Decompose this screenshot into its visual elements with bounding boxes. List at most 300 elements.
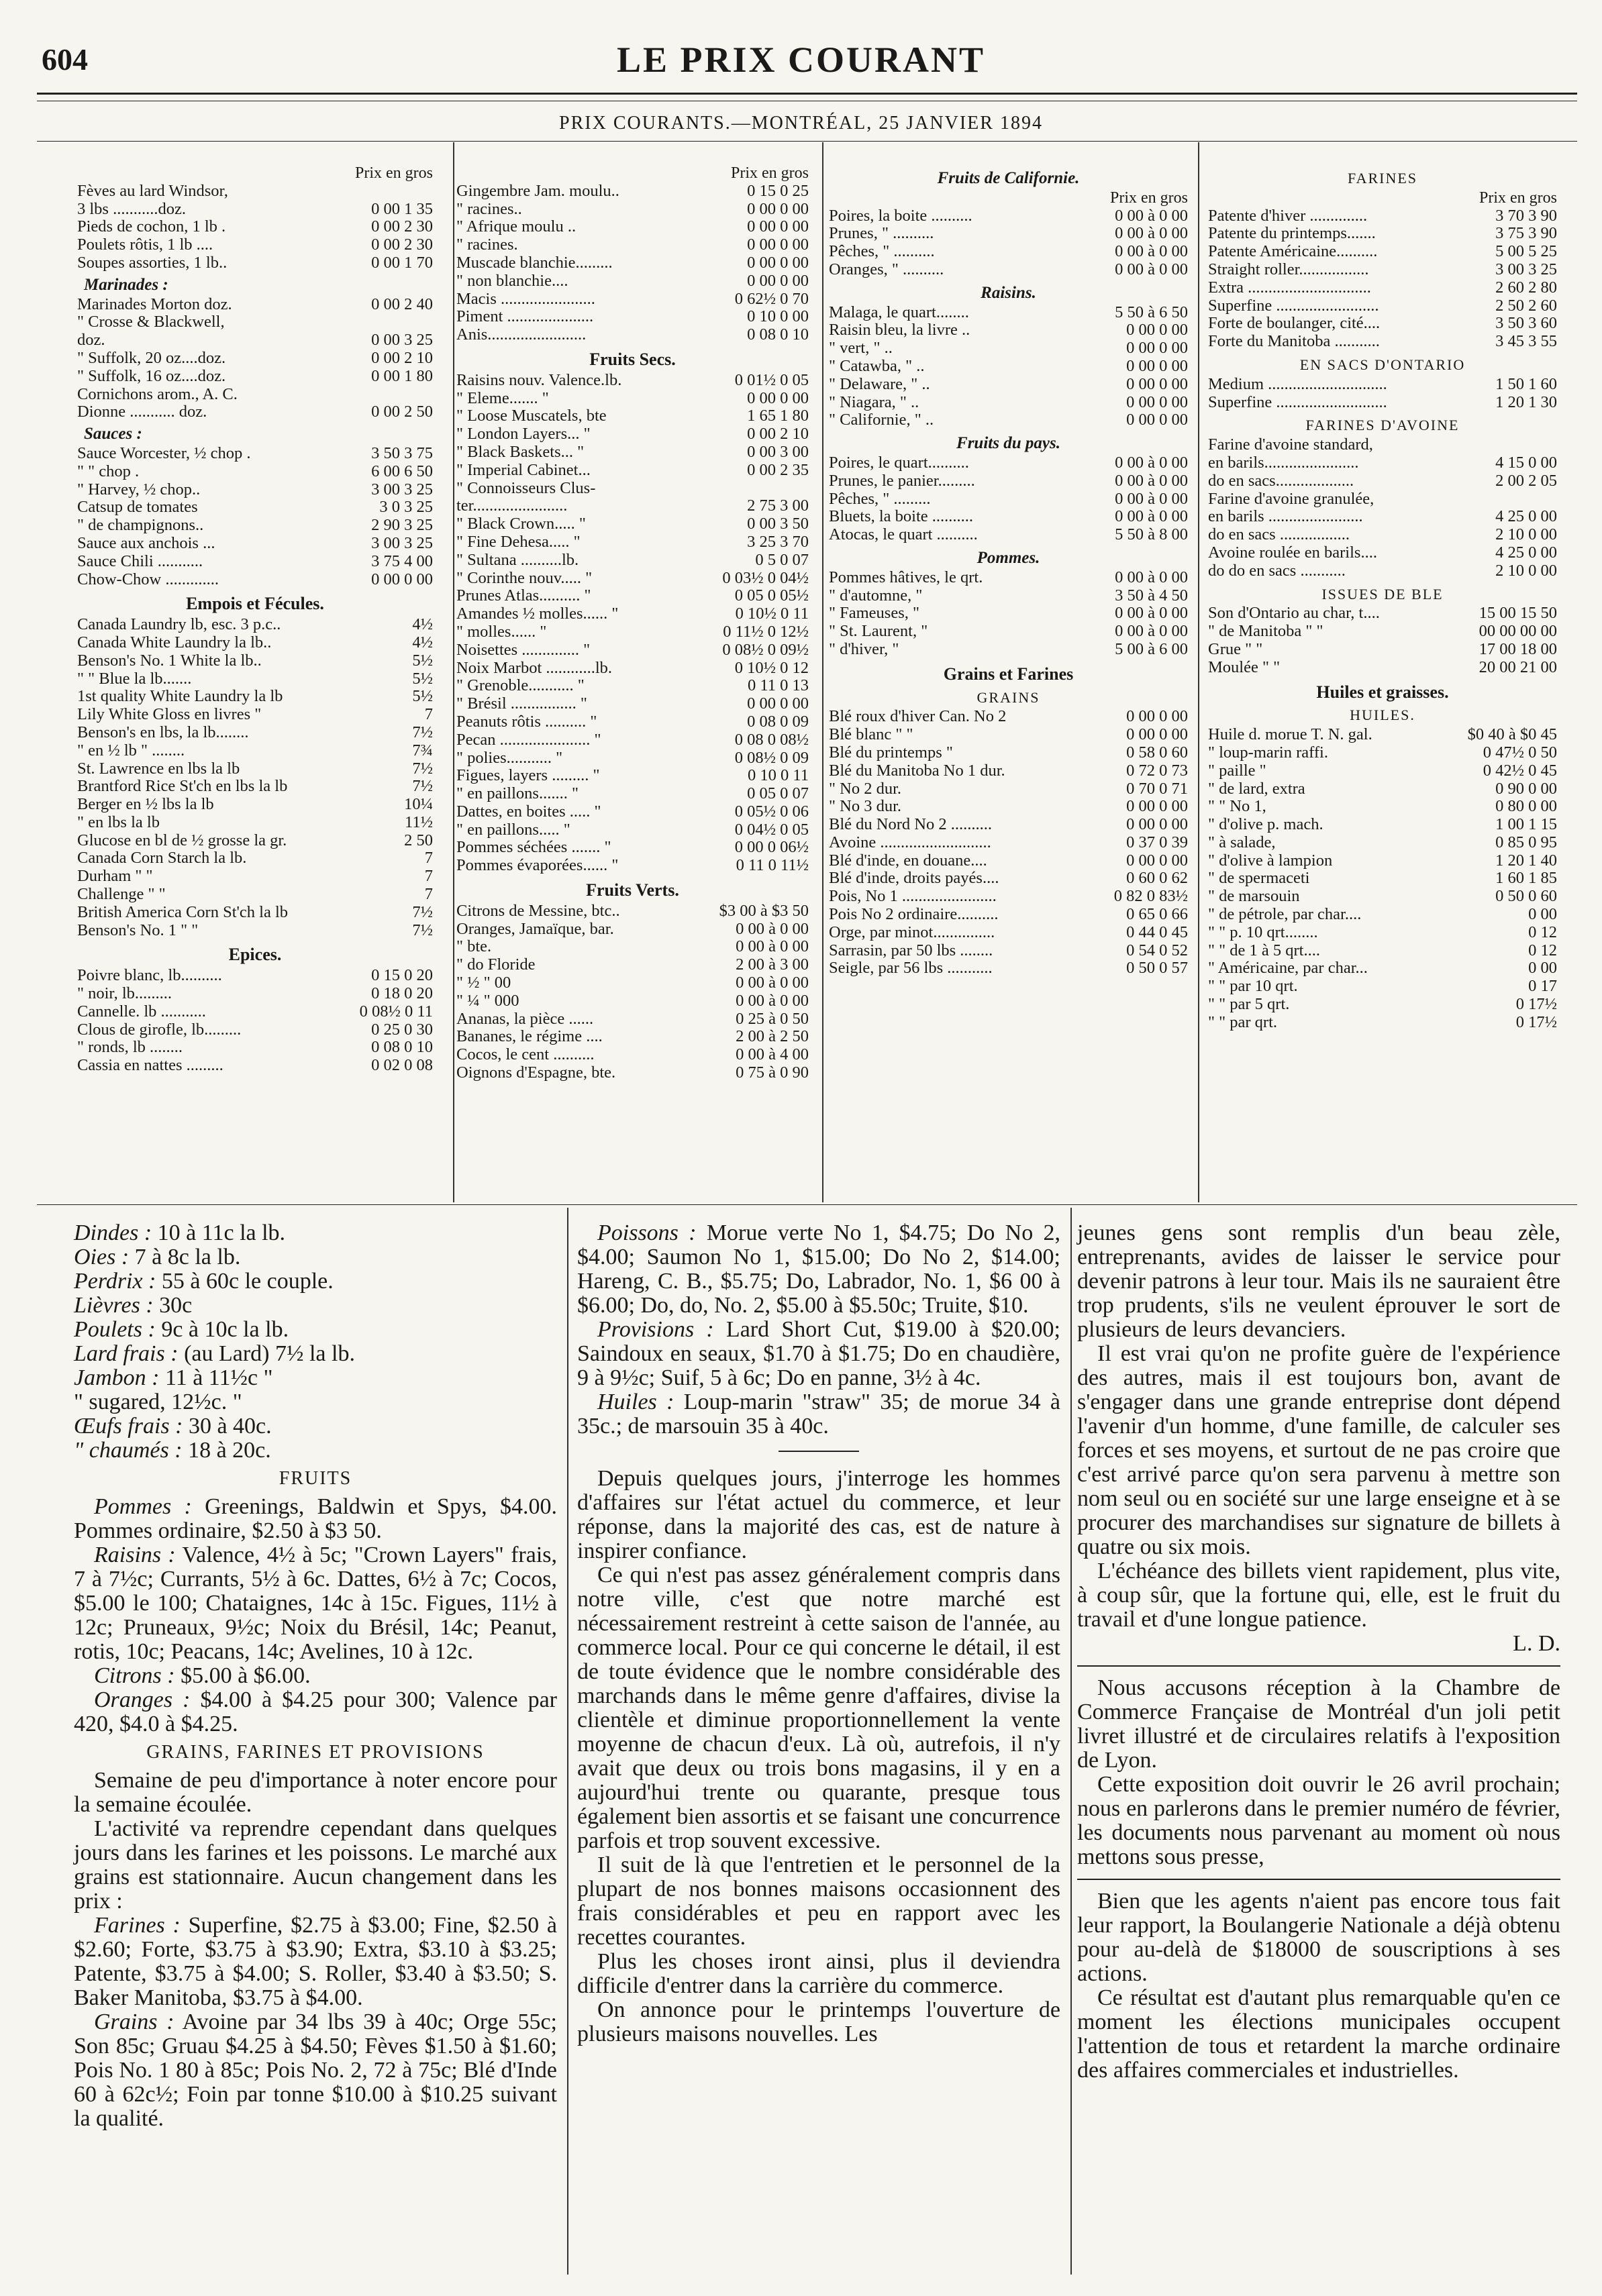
paragraph (1077, 1986, 1560, 2083)
item-price: 0 00 à 0 00 (1115, 623, 1188, 641)
item-name: " Harvey, ½ chop.. (77, 480, 201, 499)
item-text: Semaine de peu d'importance à noter encore pour la semaine écoulée. (74, 1768, 557, 1817)
item-price: 0 25 0 30 (371, 1021, 433, 1039)
item-name: 1st quality White Laundry la lb (77, 688, 283, 706)
price-row (1208, 834, 1557, 852)
item-name: " Afrique moulu .. (456, 218, 577, 236)
item-name: British America Corn St'ch la lb (77, 903, 289, 921)
item-price: 7½ (412, 778, 433, 796)
item-text: Valence, 4½ à 5c; "Crown Layers" frais, 7 à 7½c; Currants, 5½ à 6c. Dattes, 6½ à 7c; Cocos, $5.00 le 100; Chataignes, 14c à 15c. Figues, 11½ à 12c; Pruneaux, 9½c; Noix du Brésil, 14c; Peanut, rotis, 10c; Peacans, 14c; Avelines, 10 à 12c. (74, 1543, 557, 1664)
item-price: 0 17½ (1515, 996, 1557, 1014)
item-name: Moulée " " (1208, 658, 1281, 676)
price-row (1208, 562, 1557, 580)
item-name: " " par 10 qrt. (1208, 978, 1298, 996)
price-row (77, 796, 433, 814)
item-name: Cornichons arom., A. C. (77, 385, 238, 403)
price-row (456, 902, 809, 921)
paragraph (577, 1950, 1060, 1998)
item-label: Provisions : (597, 1317, 714, 1342)
item-name: " Loose Muscatels, bte (456, 407, 607, 425)
paragraph (74, 1914, 557, 2010)
item-name: Avoine roulée en barils.... (1208, 543, 1377, 562)
item-price: 0 15 0 20 (371, 967, 433, 985)
item-price: $0 40 à $0 45 (1467, 726, 1557, 744)
item-text: " sugared, 12½c. " (74, 1390, 242, 1414)
price-row (456, 731, 809, 749)
price-row (77, 760, 433, 778)
price-row (77, 706, 433, 724)
paragraph (74, 1414, 557, 1439)
price-row (829, 744, 1188, 762)
item-price: 0 10 0 11 (748, 767, 809, 785)
item-name: Orge, par minot............... (829, 923, 995, 941)
item-price: 0 00 à 0 00 (1115, 454, 1188, 472)
price-row (77, 463, 433, 481)
item-name: " noir, lb......... (77, 985, 172, 1003)
item-name: Piment ..................... (456, 308, 594, 326)
item-name: " non blanchie.... (456, 272, 568, 290)
paragraph (1077, 1221, 1560, 1342)
price-row (829, 321, 1188, 340)
price-header: Prix en gros (731, 164, 809, 182)
item-text: 10 à 11c la lb. (152, 1220, 286, 1245)
item-price: 0 65 0 66 (1126, 906, 1188, 924)
separator (1077, 1879, 1560, 1880)
item-label: Grains : (94, 2010, 174, 2034)
item-name: " Eleme....... " (456, 389, 549, 407)
price-row (77, 1057, 433, 1075)
paragraph (1077, 1676, 1560, 1773)
item-price: 0 05½ 0 06 (734, 802, 809, 821)
item-price: 0 08½ 0 09½ (722, 641, 809, 659)
item-name: Bananes, le régime .... (456, 1028, 603, 1046)
item-label: Perdrix : (74, 1269, 156, 1294)
price-row (1208, 906, 1557, 924)
item-name: Oignons d'Espagne, bte. (456, 1064, 616, 1082)
price-row (829, 394, 1188, 412)
item-name: Pommes hâtives, le qrt. (829, 568, 983, 586)
item-name: Cocos, le cent .......... (456, 1046, 595, 1064)
item-price: 0 00 0 00 (1126, 393, 1188, 411)
price-row (77, 985, 433, 1003)
subsection-heading: EN SACS D'ONTARIO (1299, 356, 1466, 373)
item-name: " à salade, (1208, 833, 1276, 851)
item-name: Patente d'hiver .............. (1208, 207, 1368, 225)
item-price: 0 50 0 57 (1126, 959, 1188, 978)
item-name: Huile d. morue T. N. gal. (1208, 726, 1372, 744)
item-name: " Fine Dehesa..... " (456, 533, 581, 551)
item-price: 2 10 0 00 (1495, 562, 1557, 580)
item-price: 0 11 0 13 (748, 677, 809, 695)
item-name: Citrons de Messine, btc.. (456, 902, 620, 920)
item-price: 0 5 0 07 (755, 551, 809, 569)
item-name: Raisins nouv. Valence.lb. (456, 371, 622, 389)
column-divider (453, 142, 454, 1202)
item-name: Clous de girofle, lb......... (77, 1021, 242, 1039)
item-name: Benson's en lbs, la lb........ (77, 723, 249, 741)
price-row (77, 1039, 433, 1057)
paragraph (1077, 1889, 1560, 1986)
item-price: 0 08 0 10 (747, 326, 809, 344)
item-text: On annonce pour le printemps l'ouverture de plusieurs maisons nouvelles. Les (577, 1997, 1060, 2046)
item-label: Œufs frais : (74, 1414, 183, 1439)
item-price (327, 182, 433, 201)
item-name: Son d'Ontario au char, t.... (1208, 605, 1380, 623)
item-price: 0 17½ (1515, 1013, 1557, 1031)
price-row (77, 517, 433, 535)
item-label: Raisins : (94, 1543, 176, 1567)
price-row (456, 713, 809, 731)
item-label: " chaumés : (74, 1438, 183, 1463)
item-label: Poulets : (74, 1317, 156, 1342)
item-price: 3 50 3 75 (371, 444, 433, 462)
price-row (829, 852, 1188, 870)
item-name: Fèves au lard Windsor, (77, 182, 228, 200)
price-row (829, 726, 1188, 744)
item-price: 0 00 0 00 (747, 236, 809, 254)
item-price: 7¾ (412, 741, 433, 760)
price-row (456, 677, 809, 695)
item-name: Malaga, le quart........ (829, 303, 969, 321)
item-price: 3 45 3 55 (1495, 333, 1557, 351)
price-row (77, 535, 433, 553)
price-row (456, 308, 809, 326)
item-price: 3 25 3 70 (747, 533, 809, 551)
subsection-heading: FARINES (1347, 170, 1418, 187)
item-price: 7½ (412, 903, 433, 921)
page-subtitle: PRIX COURANTS.—MONTRÉAL, 25 JANVIER 1894 (559, 113, 1043, 134)
price-column-2 (456, 164, 809, 1082)
price-row (456, 623, 809, 641)
item-name: Poulets rôtis, 1 lb .... (77, 236, 213, 254)
item-price: 0 15 0 25 (747, 182, 809, 200)
price-row (77, 350, 433, 368)
item-price: 5 50 à 6 50 (1115, 303, 1188, 321)
item-price: 5 50 à 8 00 (1115, 526, 1188, 544)
paragraph (577, 1390, 1060, 1439)
item-price: 5 00 5 25 (1495, 243, 1557, 261)
item-name: " Connoisseurs Clus- (456, 479, 596, 497)
price-row (77, 652, 433, 670)
item-price: 0 00 à 0 00 (1115, 490, 1188, 508)
item-name: do do en sacs ........... (1208, 562, 1346, 580)
item-price: 0 00 0 00 (1126, 851, 1188, 870)
paragraph (74, 1769, 557, 1817)
item-price: 4 25 0 00 (1495, 508, 1557, 526)
item-price: 4 15 0 00 (1495, 454, 1557, 472)
price-row (829, 888, 1188, 906)
item-price: 2 00 à 2 50 (736, 1028, 809, 1046)
item-price: 4½ (412, 616, 433, 634)
price-row (456, 1046, 809, 1064)
item-price: 0 00 0 00 (1126, 816, 1188, 834)
item-price: 0 00 0 00 (1126, 357, 1188, 375)
section-heading: Raisins. (981, 283, 1036, 302)
item-price: 1 20 1 40 (1495, 851, 1557, 870)
price-row (829, 816, 1188, 834)
price-row (456, 1010, 809, 1029)
price-row (1208, 472, 1557, 490)
price-row (456, 462, 809, 480)
item-price: 0 00 0 00 (1126, 726, 1188, 744)
item-name: Patente du printemps....... (1208, 225, 1376, 243)
paragraph (577, 1853, 1060, 1950)
item-name: Canada White Laundry la lb.. (77, 633, 272, 651)
item-price: 0 12 (1528, 923, 1557, 941)
item-name: Prunes, le panier......... (829, 472, 975, 490)
item-name: Ananas, la pièce ...... (456, 1010, 594, 1028)
item-price (1451, 490, 1557, 509)
item-name: " Suffolk, 20 oz....doz. (77, 349, 226, 367)
column-divider (822, 142, 823, 1202)
paragraph (74, 1318, 557, 1342)
item-text: Il est vrai qu'on ne profite guère de l'expérience des autres, mais il est toujours bon, avant de s'engager dans une grande entreprise dont dépend l'avenir d'un homme, d'une famille, de calculer ses forces et ses moyens, et surtout de ne pas croire que c'est arrivé parce qu'on sera parvenu à mettre son nom seul ou en société sur une large enseigne et à se procurer des marchandises sur signature de billets à quatre ou six mois. (1077, 1341, 1560, 1559)
item-label: Poissons : (597, 1220, 697, 1245)
price-row (829, 243, 1188, 261)
price-row (77, 724, 433, 742)
item-name: Patente Américaine.......... (1208, 243, 1378, 261)
price-row (77, 254, 433, 272)
item-name: " Black Baskets... " (456, 443, 585, 461)
item-label: Lièvres : (74, 1293, 154, 1318)
item-price: 0 05 0 07 (747, 785, 809, 803)
item-name: Pêches, " .......... (829, 243, 935, 261)
price-row (77, 832, 433, 850)
price-row (1208, 454, 1557, 472)
item-price: 0 00 0 00 (747, 218, 809, 236)
item-name: " " No 1, (1208, 798, 1266, 816)
item-price: 4 25 0 00 (1495, 543, 1557, 562)
item-text: Plus les choses iront ainsi, plus il deviendra difficile d'entrer dans la carrière du commerce. (577, 1949, 1060, 1998)
item-price: 0 62½ 0 70 (734, 290, 809, 308)
item-price: 2 50 (404, 831, 433, 849)
price-row (77, 868, 433, 886)
section-heading: GRAINS, FARINES ET PROVISIONS (146, 1742, 485, 1763)
table-bottom-rule (37, 1204, 1577, 1205)
item-name: do en sacs................... (1208, 472, 1354, 490)
price-row (456, 407, 809, 425)
price-row (456, 921, 809, 939)
price-row (829, 798, 1188, 816)
item-name: Blé d'inde, droits payés.... (829, 870, 999, 888)
price-row (77, 296, 433, 314)
item-name: " " par 5 qrt. (1208, 996, 1290, 1014)
item-price: 0 37 0 39 (1126, 833, 1188, 851)
item-name: " bte. (456, 938, 492, 956)
item-price: 3 50 3 60 (1495, 315, 1557, 333)
item-price: 0 00 à 0 00 (1115, 225, 1188, 243)
item-price: 0 00 0 00 (747, 254, 809, 272)
item-price: 3 70 3 90 (1495, 207, 1557, 225)
item-name: Glucose en bl de ½ grosse la gr. (77, 831, 287, 849)
price-row (1208, 798, 1557, 816)
item-price: 0 08 0 10 (371, 1039, 433, 1057)
item-text: Greenings, Baldwin et Spys, $4.00. Pommes ordinaire, $2.50 à $3 50. (74, 1494, 557, 1543)
paragraph (1077, 1342, 1560, 1559)
item-name: Farine d'avoine granulée, (1208, 490, 1374, 508)
price-row (456, 515, 809, 533)
item-text: Loup-marin "straw" 35; de morue 34 à 35c.; de marsouin 35 à 40c. (577, 1390, 1060, 1439)
market-report-column-2 (577, 1221, 1060, 2046)
signature: L. D. (1513, 1631, 1560, 1656)
item-name: Amandes ½ molles...... " (456, 605, 619, 623)
item-name: " de Manitoba " " (1208, 623, 1323, 641)
item-text: Ce résultat est d'autant plus remarquable qu'en ce moment les élections municipales occupent l'attention de tous et retardent la marche ordinaire des affaires commerciales et industrielles. (1077, 1985, 1560, 2083)
price-row (456, 587, 809, 605)
paragraph (577, 1318, 1060, 1390)
price-row (456, 938, 809, 956)
item-price: 3 00 3 25 (371, 480, 433, 499)
item-price: 0 00 0 00 (1126, 321, 1188, 340)
item-price: 1 50 1 60 (1495, 375, 1557, 393)
price-row (456, 803, 809, 821)
price-row (456, 641, 809, 660)
item-price: 0 10½ 0 12 (734, 659, 809, 677)
item-name: Pecan ...................... " (456, 731, 601, 749)
item-name: Sarrasin, par 50 lbs ........ (829, 941, 993, 959)
item-name: Sauce Worcester, ½ chop . (77, 444, 251, 462)
item-name: Superfine ........................... (1208, 393, 1387, 411)
item-price: 0 00 à 0 00 (1115, 260, 1188, 278)
item-price: 7½ (412, 723, 433, 741)
item-name: Benson's No. 1 White la lb.. (77, 651, 262, 670)
item-name: Straight roller................. (1208, 260, 1369, 278)
price-row (829, 472, 1188, 490)
item-name: Superfine ......................... (1208, 297, 1379, 315)
price-row (829, 340, 1188, 358)
price-row (77, 571, 433, 589)
price-row (77, 922, 433, 940)
item-price: 0 00 à 0 00 (1115, 243, 1188, 261)
item-name: " d'olive p. mach. (1208, 816, 1323, 834)
item-price: 0 00 2 10 (371, 349, 433, 367)
price-row (829, 508, 1188, 526)
item-name: " en paillons..... " (456, 821, 570, 839)
item-price: 17 00 18 00 (1479, 640, 1557, 658)
item-name: Extra .............................. (1208, 278, 1371, 297)
price-row (456, 857, 809, 875)
section-heading: Empois et Fécules. (186, 594, 324, 614)
price-row (77, 742, 433, 760)
price-row (1208, 297, 1557, 315)
market-report-column-3 (1077, 1221, 1560, 2083)
price-row (1208, 978, 1557, 996)
price-row (77, 386, 433, 404)
price-row (829, 304, 1188, 322)
item-text: L'échéance des billets vient rapidement, plus vite, à coup sûr, que la fortune qui, elle, est le fruit du travail et d'une longue patience. (1077, 1559, 1560, 1632)
price-row (829, 959, 1188, 978)
section-heading: Grains et Farines (943, 664, 1074, 684)
subsection-heading: FARINES D'AVOINE (1305, 417, 1460, 434)
item-text: 55 à 60c le couple. (156, 1269, 334, 1294)
item-name: Dionne ........... doz. (77, 403, 207, 421)
price-column-3 (829, 164, 1188, 978)
item-price (327, 313, 433, 331)
item-price: 0 00 à 0 00 (1115, 508, 1188, 526)
item-name: " de marsouin (1208, 888, 1300, 906)
price-row (1208, 490, 1557, 509)
price-row (829, 623, 1188, 641)
price-row (77, 688, 433, 706)
item-name: " ¼ " 000 (456, 992, 519, 1010)
price-row (77, 182, 433, 201)
item-name: Oranges, " .......... (829, 260, 944, 278)
price-row (77, 814, 433, 832)
item-name: Poires, le quart.......... (829, 454, 969, 472)
item-text: Cette exposition doit ouvrir le 26 avril prochain; nous en parlerons dans le premier numéro de février, les documents nous parvenant au moment où nous mettons sous presse, (1077, 1772, 1560, 1869)
column-divider (1198, 142, 1199, 1202)
item-name: Catsup de tomates (77, 499, 198, 517)
item-name: Muscade blanchie......... (456, 254, 613, 272)
price-row (77, 553, 433, 571)
subtitle-rule (37, 141, 1577, 142)
section-heading: FRUITS (279, 1468, 352, 1489)
item-price: 1 60 1 85 (1495, 870, 1557, 888)
market-report-column-1 (74, 1221, 557, 2131)
price-row (1208, 780, 1557, 798)
item-price: 0 82 0 83½ (1113, 888, 1188, 906)
item-price: 0 00 0 00 (1126, 798, 1188, 816)
price-row (456, 785, 809, 803)
item-text: (au Lard) 7½ la lb. (178, 1341, 355, 1366)
item-name: Medium ............................. (1208, 375, 1387, 393)
item-price: 7 (424, 868, 433, 886)
item-price: 1 65 1 80 (747, 407, 809, 425)
item-name: " " chop . (77, 462, 140, 480)
item-text: 30c (153, 1293, 193, 1318)
price-row (1208, 315, 1557, 333)
item-name: " St. Laurent, " (829, 623, 928, 641)
price-row (829, 376, 1188, 394)
price-row (829, 762, 1188, 780)
item-price: 0 00 0 00 (371, 570, 433, 588)
column-divider (1070, 1208, 1072, 2275)
item-price: 0 11½ 0 12½ (723, 623, 809, 641)
item-name: Blé d'inde, en douane.... (829, 851, 987, 870)
item-price (703, 480, 809, 498)
price-header: Prix en gros (1110, 189, 1188, 207)
item-name: " Sultana ..........lb. (456, 551, 579, 569)
item-name: " Brésil ................ " (456, 695, 587, 713)
price-row (456, 605, 809, 623)
item-name: " en paillons....... " (456, 785, 579, 803)
item-name: Blé du Nord No 2 .......... (829, 816, 992, 834)
item-name: Benson's No. 1 " " (77, 921, 199, 939)
item-price: 0 17 (1528, 978, 1557, 996)
item-name: Pommes évaporées...... " (456, 857, 619, 875)
price-row (456, 821, 809, 839)
item-price: 0 00 2 10 (747, 425, 809, 443)
price-row (77, 445, 433, 463)
price-row (829, 641, 1188, 659)
price-row (77, 849, 433, 868)
item-label: Huiles : (597, 1390, 674, 1414)
price-row (1208, 996, 1557, 1014)
header-rule (37, 93, 1577, 95)
section-heading: Fruits Secs. (589, 349, 676, 369)
item-name: " polies........... " (456, 749, 563, 767)
paragraph (74, 1688, 557, 1736)
item-name: 3 lbs ...........doz. (77, 200, 186, 218)
price-row (829, 225, 1188, 243)
item-price: 0 70 0 71 (1126, 780, 1188, 798)
price-row (829, 207, 1188, 225)
price-row (829, 261, 1188, 279)
item-name: Cassia en nattes ......... (77, 1057, 223, 1075)
item-text: jeunes gens sont remplis d'un beau zèle, entreprenants, avides de laisser le service pour devenir patrons à leur tour. Mais ils ne sauraient être trop prudents, s'ils ne veulent éprouver le sort de plusieurs de leurs devanciers. (1077, 1220, 1560, 1342)
price-row (1208, 225, 1557, 243)
item-price: 0 00 2 50 (371, 403, 433, 421)
